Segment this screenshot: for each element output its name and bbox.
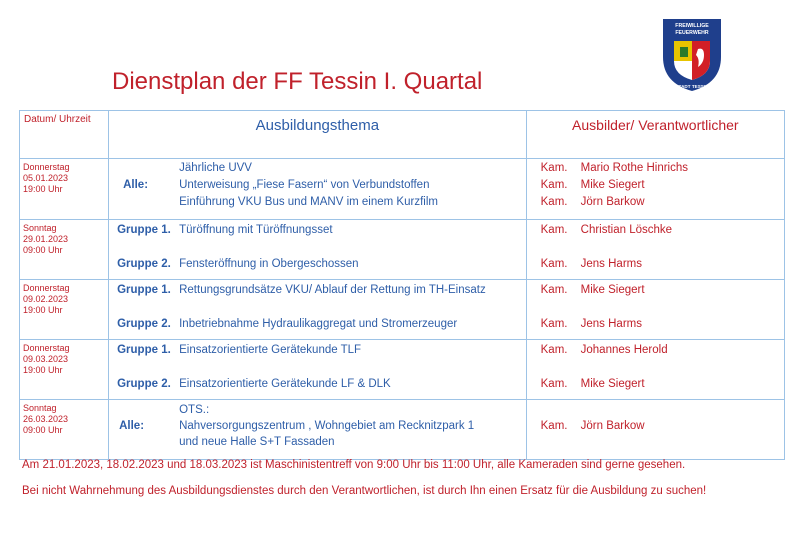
instructor-cell	[526, 220, 784, 280]
rank-prefix: Kam.	[540, 179, 568, 191]
fire-brigade-emblem	[660, 17, 724, 93]
instructor-name: Jens Harms	[580, 258, 642, 270]
instructor-cell	[526, 400, 784, 460]
weekday: Sonntag	[23, 403, 57, 413]
table-row	[20, 280, 785, 340]
topic-line: Einsatzorientierte Gerätekunde TLF	[179, 344, 362, 356]
group-label: Gruppe 1.	[117, 284, 171, 296]
rank-prefix: Kam.	[540, 318, 568, 330]
weekday: Sonntag	[23, 223, 57, 233]
rank-prefix: Kam.	[540, 162, 568, 174]
instructor-name: Mario Rothe Hinrichs	[580, 162, 689, 174]
note-machinist-meeting: Am 21.01.2023, 18.02.2023 und 18.03.2023 ist Maschinistentreff von 9:00 Uhr bis 11:00 Uhr, alle Kameraden sind gerne gesehen.	[22, 459, 686, 471]
weekday: Donnerstag	[23, 343, 70, 353]
instructor-cell	[526, 280, 784, 340]
table-header-row	[20, 111, 785, 159]
time: 09:00 Uhr	[23, 245, 63, 255]
instructor-name: Jörn Barkow	[580, 420, 645, 432]
topic-cell	[109, 159, 527, 220]
date: 09.03.2023	[23, 354, 69, 364]
weekday: Donnerstag	[23, 162, 70, 172]
header-instructor: Ausbilder/ Verantwortlicher	[526, 111, 784, 159]
topic-line: Unterweisung „Fiese Fasern“ von Verbundstoffen	[179, 179, 430, 191]
topic-line: Einführung VKU Bus und MANV im einem Kurzfilm	[179, 196, 438, 208]
table-row	[20, 159, 785, 220]
group-label: Alle:	[119, 420, 145, 432]
instructor-name: Johannes Herold	[580, 344, 668, 356]
time: 19:00 Uhr	[23, 184, 63, 194]
group-label: Gruppe 1.	[117, 224, 171, 236]
topic-line: Einsatzorientierte Gerätekunde LF & DLK	[179, 378, 391, 390]
topic-line: Türöffnung mit Türöffnungsset	[179, 224, 333, 236]
instructor-name: Mike Siegert	[580, 378, 645, 390]
topic-line: Rettungsgrundsätze VKU/ Ablauf der Rettung im TH-Einsatz	[179, 284, 486, 296]
date: 26.03.2023	[23, 414, 69, 424]
instructor-name: Jörn Barkow	[580, 196, 645, 208]
topic-line: und neue Halle S+T Fassaden	[179, 436, 335, 448]
instructor-name: Mike Siegert	[580, 284, 645, 296]
topic-line: Inbetriebnahme Hydraulikaggregat und Stromerzeuger	[179, 318, 458, 330]
time: 19:00 Uhr	[23, 365, 63, 375]
group-label: Gruppe 2.	[117, 378, 171, 390]
date-cell	[20, 340, 109, 400]
rank-prefix: Kam.	[540, 258, 568, 270]
rank-prefix: Kam.	[540, 378, 568, 390]
date-cell	[20, 280, 109, 340]
table-row	[20, 220, 785, 280]
header-date: Datum/ Uhrzeit	[20, 111, 109, 159]
rank-prefix: Kam.	[540, 196, 568, 208]
topic-cell	[109, 400, 527, 460]
instructor-name: Mike Siegert	[580, 179, 645, 191]
instructor-cell	[526, 159, 784, 220]
date: 05.01.2023	[23, 173, 69, 183]
rank-prefix: Kam.	[540, 420, 568, 432]
date-cell	[20, 400, 109, 460]
svg-text:FEUERWEHR: FEUERWEHR	[675, 30, 709, 36]
group-label: Gruppe 1.	[117, 344, 171, 356]
topic-line: Jährliche UVV	[179, 162, 252, 174]
date: 09.02.2023	[23, 294, 69, 304]
topic-cell	[109, 340, 527, 400]
weekday: Donnerstag	[23, 283, 70, 293]
topic-line: Nahversorgungszentrum , Wohngebiet am Recknitzpark 1	[179, 420, 475, 432]
group-label: Gruppe 2.	[117, 258, 171, 270]
svg-text:STADT TESSIN: STADT TESSIN	[675, 84, 709, 89]
topic-cell	[109, 280, 527, 340]
page-title: Dienstplan der FF Tessin I. Quartal	[112, 68, 483, 95]
date-cell	[20, 220, 109, 280]
date: 29.01.2023	[23, 234, 69, 244]
topic-cell	[109, 220, 527, 280]
instructor-cell	[526, 340, 784, 400]
topic-line: OTS.:	[179, 404, 210, 416]
topic-line: Fensteröffnung in Obergeschossen	[179, 258, 359, 270]
table-row	[20, 340, 785, 400]
note-replacement: Bei nicht Wahrnehmung des Ausbildungsdienstes durch den Verantwortlichen, ist durch Ihn einen Ersatz für die Ausbildung zu suchen!	[22, 485, 707, 497]
time: 19:00 Uhr	[23, 305, 63, 315]
date-cell	[20, 159, 109, 220]
rank-prefix: Kam.	[540, 284, 568, 296]
group-label: Gruppe 2.	[117, 318, 171, 330]
time: 09:00 Uhr	[23, 425, 63, 435]
group-label: Alle:	[123, 179, 149, 191]
rank-prefix: Kam.	[540, 224, 568, 236]
instructor-name: Jens Harms	[580, 318, 642, 330]
svg-text:FREIWILLIGE: FREIWILLIGE	[675, 23, 709, 29]
duty-schedule-table	[19, 110, 785, 460]
rank-prefix: Kam.	[540, 344, 568, 356]
table-row	[20, 400, 785, 460]
header-topic: Ausbildungsthema	[109, 111, 527, 159]
instructor-name: Christian Löschke	[580, 224, 673, 236]
